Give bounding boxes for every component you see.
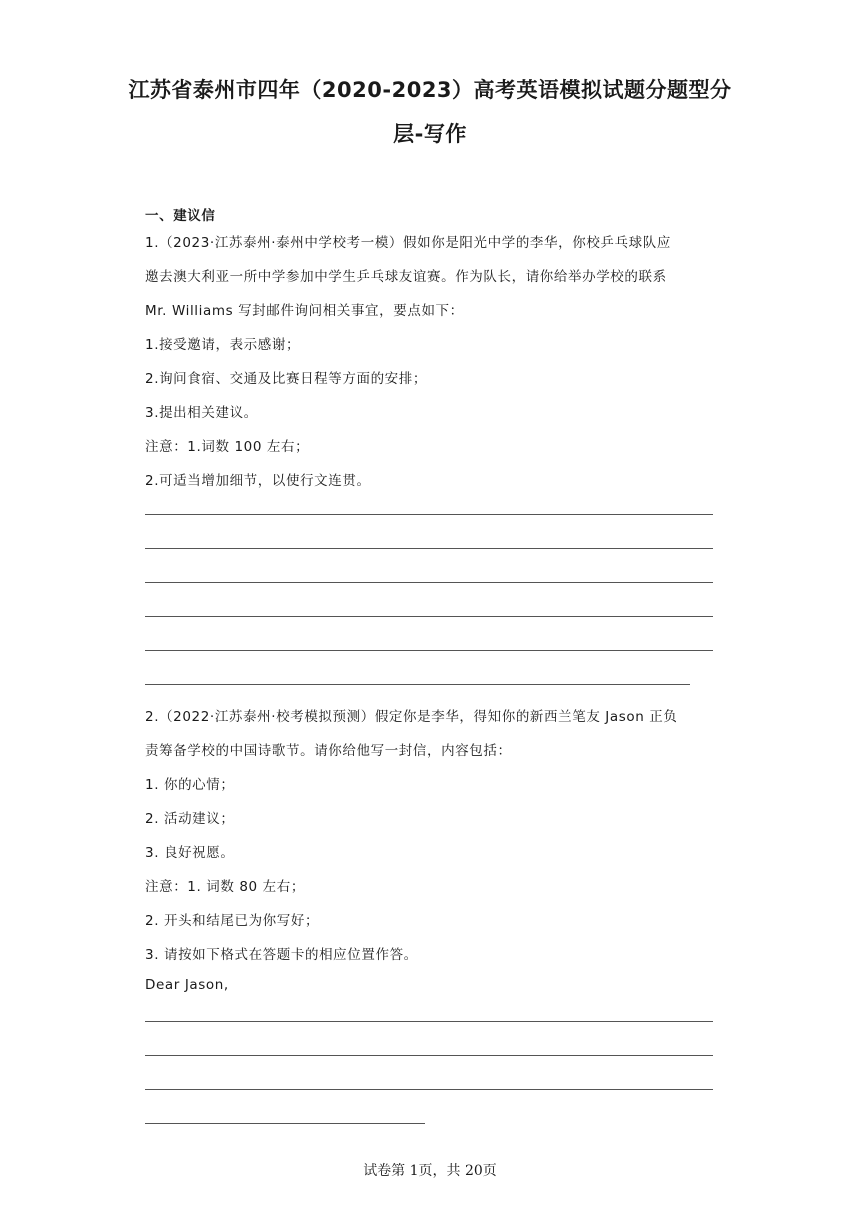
q1-prompt-line: 邀去澳大利亚一所中学参加中学生乒乓球友谊赛。作为队长，请你给举办学校的联系 [145,269,667,285]
page-title: 江苏省泰州市四年（2020-2023）高考英语模拟试题分题型分 [128,78,732,102]
q2-answer-line[interactable] [145,1089,713,1090]
page-title-continued: 层-写作 [393,122,467,146]
q1-prompt-line: Mr. Williams 写封邮件询问相关事宜，要点如下： [145,303,464,319]
q2-answer-line[interactable] [145,1123,425,1124]
q1-note: 2.可适当增加细节，以使行文连贯。 [145,473,371,489]
section-heading: 一、建议信 [145,208,216,224]
q2-point: 1. 你的心情； [145,777,235,793]
q2-answer-line[interactable] [145,1055,713,1056]
q2-prompt-line: 2.（2022·江苏泰州·校考模拟预测）假定你是李华，得知你的新西兰笔友 Jason 正负 [145,709,678,725]
q2-point: 2. 活动建议； [145,811,235,827]
letter-salutation: Dear Jason, [145,977,229,993]
q1-note: 注意：1.词数 100 左右； [145,439,310,455]
q1-point: 2.询问食宿、交通及比赛日程等方面的安排； [145,371,427,387]
q2-point: 3. 良好祝愿。 [145,845,235,861]
q2-note: 注意：1. 词数 80 左右； [145,879,305,895]
q1-point: 3.提出相关建议。 [145,405,258,421]
q2-answer-line[interactable] [145,1021,713,1022]
q1-prompt-line: 1.（2023·江苏泰州·泰州中学校考一模）假如你是阳光中学的李华，你校乒乓球队应 [145,235,671,251]
q2-note: 3. 请按如下格式在答题卡的相应位置作答。 [145,947,418,963]
q1-answer-line[interactable] [145,548,713,549]
q1-answer-line[interactable] [145,684,690,685]
page-footer: 试卷第 1页，共 20页 [363,1163,497,1179]
q1-answer-line[interactable] [145,650,713,651]
q2-note: 2. 开头和结尾已为你写好； [145,913,320,929]
q1-answer-line[interactable] [145,582,713,583]
q1-point: 1.接受邀请，表示感谢； [145,337,301,353]
q1-answer-line[interactable] [145,616,713,617]
q1-answer-line[interactable] [145,514,713,515]
q2-prompt-line: 责筹备学校的中国诗歌节。请你给他写一封信，内容包括： [145,743,512,759]
